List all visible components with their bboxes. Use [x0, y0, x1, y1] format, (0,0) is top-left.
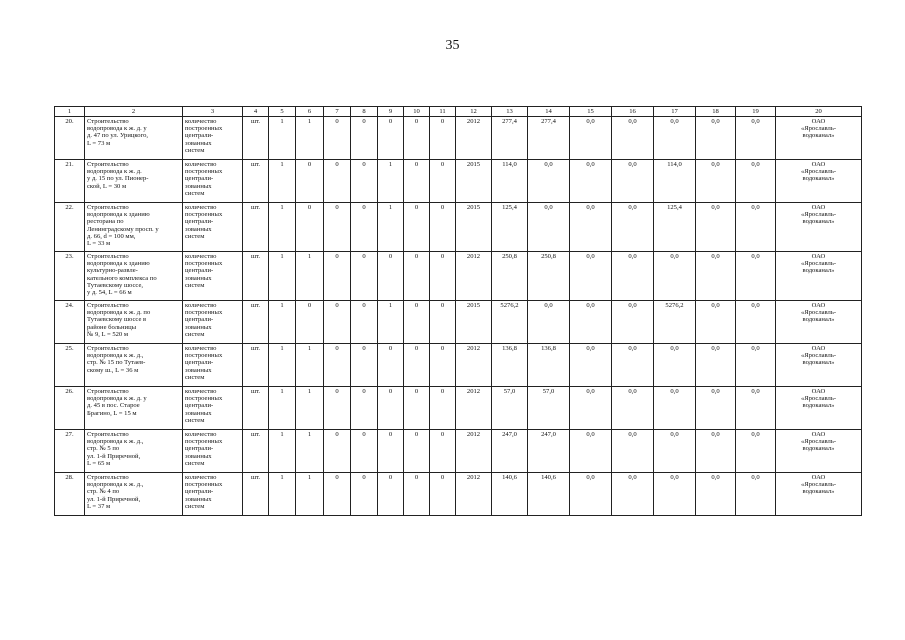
amount-cell: 0,0 [736, 252, 776, 301]
amount-cell: 247,0 [492, 430, 528, 473]
count-cell: 1 [378, 301, 404, 344]
column-header: 13 [492, 107, 528, 117]
page-number: 35 [445, 38, 460, 53]
column-header: 20 [776, 107, 862, 117]
indicator-name: количество построенных централи- зованных систем [183, 430, 243, 473]
column-header: 6 [296, 107, 324, 117]
count-cell: 0 [296, 301, 324, 344]
amount-cell: 0,0 [696, 203, 736, 252]
indicator-name: количество построенных централи- зованных систем [183, 252, 243, 301]
measure-name: Строительство водопровода к ж. д., стр. № 5 по ул. 1-й Приречной, L = 65 м [85, 430, 183, 473]
amount-cell: 0,0 [654, 117, 696, 160]
year-cell: 2015 [456, 301, 492, 344]
count-cell: 0 [378, 430, 404, 473]
amount-cell: 140,6 [528, 473, 570, 516]
indicator-name: количество построенных централи- зованных систем [183, 473, 243, 516]
amount-cell: 0,0 [528, 160, 570, 203]
count-cell: 1 [269, 430, 296, 473]
indicator-name: количество построенных централи- зованных систем [183, 160, 243, 203]
count-cell: 0 [351, 430, 378, 473]
amount-cell: 114,0 [654, 160, 696, 203]
table-row [55, 252, 862, 301]
indicator-name: количество построенных централи- зованных систем [183, 387, 243, 430]
count-cell: 0 [296, 160, 324, 203]
count-cell: 1 [378, 203, 404, 252]
executor-cell: ОАО «Ярославль- водоканал» [776, 160, 862, 203]
year-cell: 2012 [456, 387, 492, 430]
measure-name: Строительство водопровода к ж. д. у д. 47 по ул. Урицкого, L = 73 м [85, 117, 183, 160]
amount-cell: 136,8 [492, 344, 528, 387]
column-header: 3 [183, 107, 243, 117]
count-cell: 0 [404, 387, 430, 430]
amount-cell: 0,0 [736, 430, 776, 473]
year-cell: 2012 [456, 252, 492, 301]
table-row [55, 430, 862, 473]
year-cell: 2012 [456, 117, 492, 160]
table-row [55, 203, 862, 252]
count-cell: 1 [269, 473, 296, 516]
year-cell: 2015 [456, 203, 492, 252]
column-header: 10 [404, 107, 430, 117]
amount-cell: 57,0 [492, 387, 528, 430]
table-row [55, 117, 862, 160]
amount-cell: 0,0 [654, 344, 696, 387]
count-cell: 1 [296, 344, 324, 387]
unit-cell: шт. [243, 160, 269, 203]
unit-cell: шт. [243, 301, 269, 344]
count-cell: 0 [404, 473, 430, 516]
count-cell: 0 [430, 252, 456, 301]
column-header: 9 [378, 107, 404, 117]
amount-cell: 247,0 [528, 430, 570, 473]
column-header: 15 [570, 107, 612, 117]
unit-cell: шт. [243, 473, 269, 516]
indicator-name: количество построенных централи- зованных систем [183, 117, 243, 160]
unit-cell: шт. [243, 430, 269, 473]
count-cell: 0 [324, 203, 351, 252]
count-cell: 1 [269, 252, 296, 301]
row-number: 24. [55, 301, 85, 344]
indicator-name: количество построенных централи- зованных систем [183, 344, 243, 387]
count-cell: 0 [324, 160, 351, 203]
amount-cell: 136,8 [528, 344, 570, 387]
count-cell: 0 [430, 160, 456, 203]
count-cell: 1 [269, 387, 296, 430]
column-header: 11 [430, 107, 456, 117]
amount-cell: 0,0 [612, 160, 654, 203]
table-row [55, 160, 862, 203]
count-cell: 1 [269, 344, 296, 387]
amount-cell: 0,0 [612, 203, 654, 252]
column-header: 5 [269, 107, 296, 117]
count-cell: 0 [351, 252, 378, 301]
amount-cell: 0,0 [654, 387, 696, 430]
count-cell: 0 [351, 301, 378, 344]
row-number: 27. [55, 430, 85, 473]
amount-cell: 0,0 [736, 203, 776, 252]
count-cell: 1 [269, 117, 296, 160]
amount-cell: 0,0 [736, 473, 776, 516]
count-cell: 0 [430, 387, 456, 430]
measure-name: Строительство водопровода к ж. д. у д. 45 в пос. Старое Брагино, L = 15 м [85, 387, 183, 430]
executor-cell: ОАО «Ярославль- водоканал» [776, 301, 862, 344]
program-table [54, 106, 862, 516]
amount-cell: 0,0 [736, 160, 776, 203]
amount-cell: 0,0 [736, 117, 776, 160]
count-cell: 0 [351, 387, 378, 430]
amount-cell: 0,0 [736, 301, 776, 344]
amount-cell: 0,0 [696, 117, 736, 160]
amount-cell: 0,0 [612, 117, 654, 160]
count-cell: 0 [430, 117, 456, 160]
table-row [55, 301, 862, 344]
amount-cell: 0,0 [736, 344, 776, 387]
amount-cell: 5276,2 [654, 301, 696, 344]
row-number: 22. [55, 203, 85, 252]
count-cell: 0 [324, 387, 351, 430]
count-cell: 0 [404, 203, 430, 252]
amount-cell: 277,4 [492, 117, 528, 160]
measure-name: Строительство водопровода к ж. д. по Тутаевскому шоссе в районе больницы № 9, L = 520 м [85, 301, 183, 344]
unit-cell: шт. [243, 387, 269, 430]
executor-cell: ОАО «Ярославль- водоканал» [776, 203, 862, 252]
executor-cell: ОАО «Ярославль- водоканал» [776, 252, 862, 301]
row-number: 25. [55, 344, 85, 387]
amount-cell: 277,4 [528, 117, 570, 160]
amount-cell: 125,4 [654, 203, 696, 252]
executor-cell: ОАО «Ярославль- водоканал» [776, 473, 862, 516]
amount-cell: 0,0 [570, 160, 612, 203]
column-header: 8 [351, 107, 378, 117]
count-cell: 0 [378, 117, 404, 160]
indicator-name: количество построенных централи- зованных систем [183, 301, 243, 344]
column-header: 4 [243, 107, 269, 117]
count-cell: 1 [296, 252, 324, 301]
table-row [55, 344, 862, 387]
executor-cell: ОАО «Ярославль- водоканал» [776, 387, 862, 430]
amount-cell: 0,0 [696, 430, 736, 473]
count-cell: 1 [296, 473, 324, 516]
amount-cell: 250,8 [528, 252, 570, 301]
amount-cell: 0,0 [696, 160, 736, 203]
amount-cell: 0,0 [696, 473, 736, 516]
amount-cell: 0,0 [612, 344, 654, 387]
executor-cell: ОАО «Ярославль- водоканал» [776, 117, 862, 160]
amount-cell: 140,6 [492, 473, 528, 516]
count-cell: 0 [324, 473, 351, 516]
year-cell: 2015 [456, 160, 492, 203]
amount-cell: 250,8 [492, 252, 528, 301]
column-header: 18 [696, 107, 736, 117]
amount-cell: 0,0 [654, 473, 696, 516]
year-cell: 2012 [456, 344, 492, 387]
amount-cell: 0,0 [570, 203, 612, 252]
column-header: 17 [654, 107, 696, 117]
count-cell: 1 [296, 117, 324, 160]
table-row [55, 387, 862, 430]
amount-cell: 0,0 [696, 301, 736, 344]
count-cell: 1 [296, 430, 324, 473]
header-row [55, 107, 862, 117]
row-number: 28. [55, 473, 85, 516]
count-cell: 1 [296, 387, 324, 430]
count-cell: 1 [269, 203, 296, 252]
amount-cell: 114,0 [492, 160, 528, 203]
count-cell: 0 [378, 387, 404, 430]
row-number: 23. [55, 252, 85, 301]
amount-cell: 0,0 [570, 473, 612, 516]
row-number: 21. [55, 160, 85, 203]
count-cell: 0 [351, 117, 378, 160]
count-cell: 0 [404, 301, 430, 344]
amount-cell: 0,0 [696, 387, 736, 430]
count-cell: 0 [378, 344, 404, 387]
amount-cell: 0,0 [612, 430, 654, 473]
unit-cell: шт. [243, 252, 269, 301]
count-cell: 0 [430, 430, 456, 473]
year-cell: 2012 [456, 430, 492, 473]
amount-cell: 0,0 [528, 203, 570, 252]
amount-cell: 0,0 [570, 387, 612, 430]
measure-name: Строительство водопровода к ж. д., стр. № 4 по ул. 1-й Приречной, L = 37 м [85, 473, 183, 516]
count-cell: 0 [430, 301, 456, 344]
amount-cell: 0,0 [612, 252, 654, 301]
count-cell: 0 [351, 344, 378, 387]
count-cell: 0 [324, 252, 351, 301]
count-cell: 0 [404, 160, 430, 203]
measure-name: Строительство водопровода к ж. д. у д. 15 по ул. Пионер- ской, L = 30 м [85, 160, 183, 203]
column-header: 14 [528, 107, 570, 117]
column-header: 12 [456, 107, 492, 117]
amount-cell: 0,0 [570, 430, 612, 473]
unit-cell: шт. [243, 203, 269, 252]
count-cell: 0 [296, 203, 324, 252]
table-body [55, 117, 862, 516]
count-cell: 0 [351, 473, 378, 516]
count-cell: 0 [351, 160, 378, 203]
count-cell: 0 [324, 301, 351, 344]
amount-cell: 0,0 [570, 252, 612, 301]
column-header: 2 [85, 107, 183, 117]
amount-cell: 0,0 [612, 301, 654, 344]
count-cell: 0 [430, 344, 456, 387]
row-number: 20. [55, 117, 85, 160]
amount-cell: 0,0 [612, 387, 654, 430]
count-cell: 1 [269, 160, 296, 203]
amount-cell: 0,0 [612, 473, 654, 516]
amount-cell: 0,0 [654, 252, 696, 301]
column-header: 7 [324, 107, 351, 117]
count-cell: 0 [324, 344, 351, 387]
count-cell: 0 [404, 430, 430, 473]
count-cell: 0 [430, 473, 456, 516]
count-cell: 0 [404, 252, 430, 301]
count-cell: 0 [324, 117, 351, 160]
amount-cell: 0,0 [696, 252, 736, 301]
unit-cell: шт. [243, 344, 269, 387]
amount-cell: 5276,2 [492, 301, 528, 344]
amount-cell: 0,0 [696, 344, 736, 387]
measure-name: Строительство водопровода к ж. д., стр. № 15 по Тутаев- скому ш., L = 36 м [85, 344, 183, 387]
amount-cell: 0,0 [570, 301, 612, 344]
count-cell: 0 [404, 344, 430, 387]
unit-cell: шт. [243, 117, 269, 160]
count-cell: 0 [404, 117, 430, 160]
count-cell: 1 [269, 301, 296, 344]
count-cell: 0 [351, 203, 378, 252]
executor-cell: ОАО «Ярославль- водоканал» [776, 344, 862, 387]
amount-cell: 0,0 [570, 344, 612, 387]
column-header: 16 [612, 107, 654, 117]
executor-cell: ОАО «Ярославль- водоканал» [776, 430, 862, 473]
indicator-name: количество построенных централи- зованных систем [183, 203, 243, 252]
measure-name: Строительство водопровода к зданию культурно-развле- кательного комплекса по Тутаевскому шоссе, у д. 54, L = 66 м [85, 252, 183, 301]
measure-name: Строительство водопровода к зданию ресторана по Ленинградскому просп. у д. 66, d = 100 мм, L = 33 м [85, 203, 183, 252]
amount-cell: 0,0 [570, 117, 612, 160]
count-cell: 0 [378, 473, 404, 516]
count-cell: 1 [378, 160, 404, 203]
amount-cell: 0,0 [528, 301, 570, 344]
row-number: 26. [55, 387, 85, 430]
amount-cell: 0,0 [654, 430, 696, 473]
count-cell: 0 [430, 203, 456, 252]
column-header: 1 [55, 107, 85, 117]
year-cell: 2012 [456, 473, 492, 516]
amount-cell: 57,0 [528, 387, 570, 430]
column-header: 19 [736, 107, 776, 117]
amount-cell: 125,4 [492, 203, 528, 252]
count-cell: 0 [378, 252, 404, 301]
count-cell: 0 [324, 430, 351, 473]
amount-cell: 0,0 [736, 387, 776, 430]
table-row [55, 473, 862, 516]
